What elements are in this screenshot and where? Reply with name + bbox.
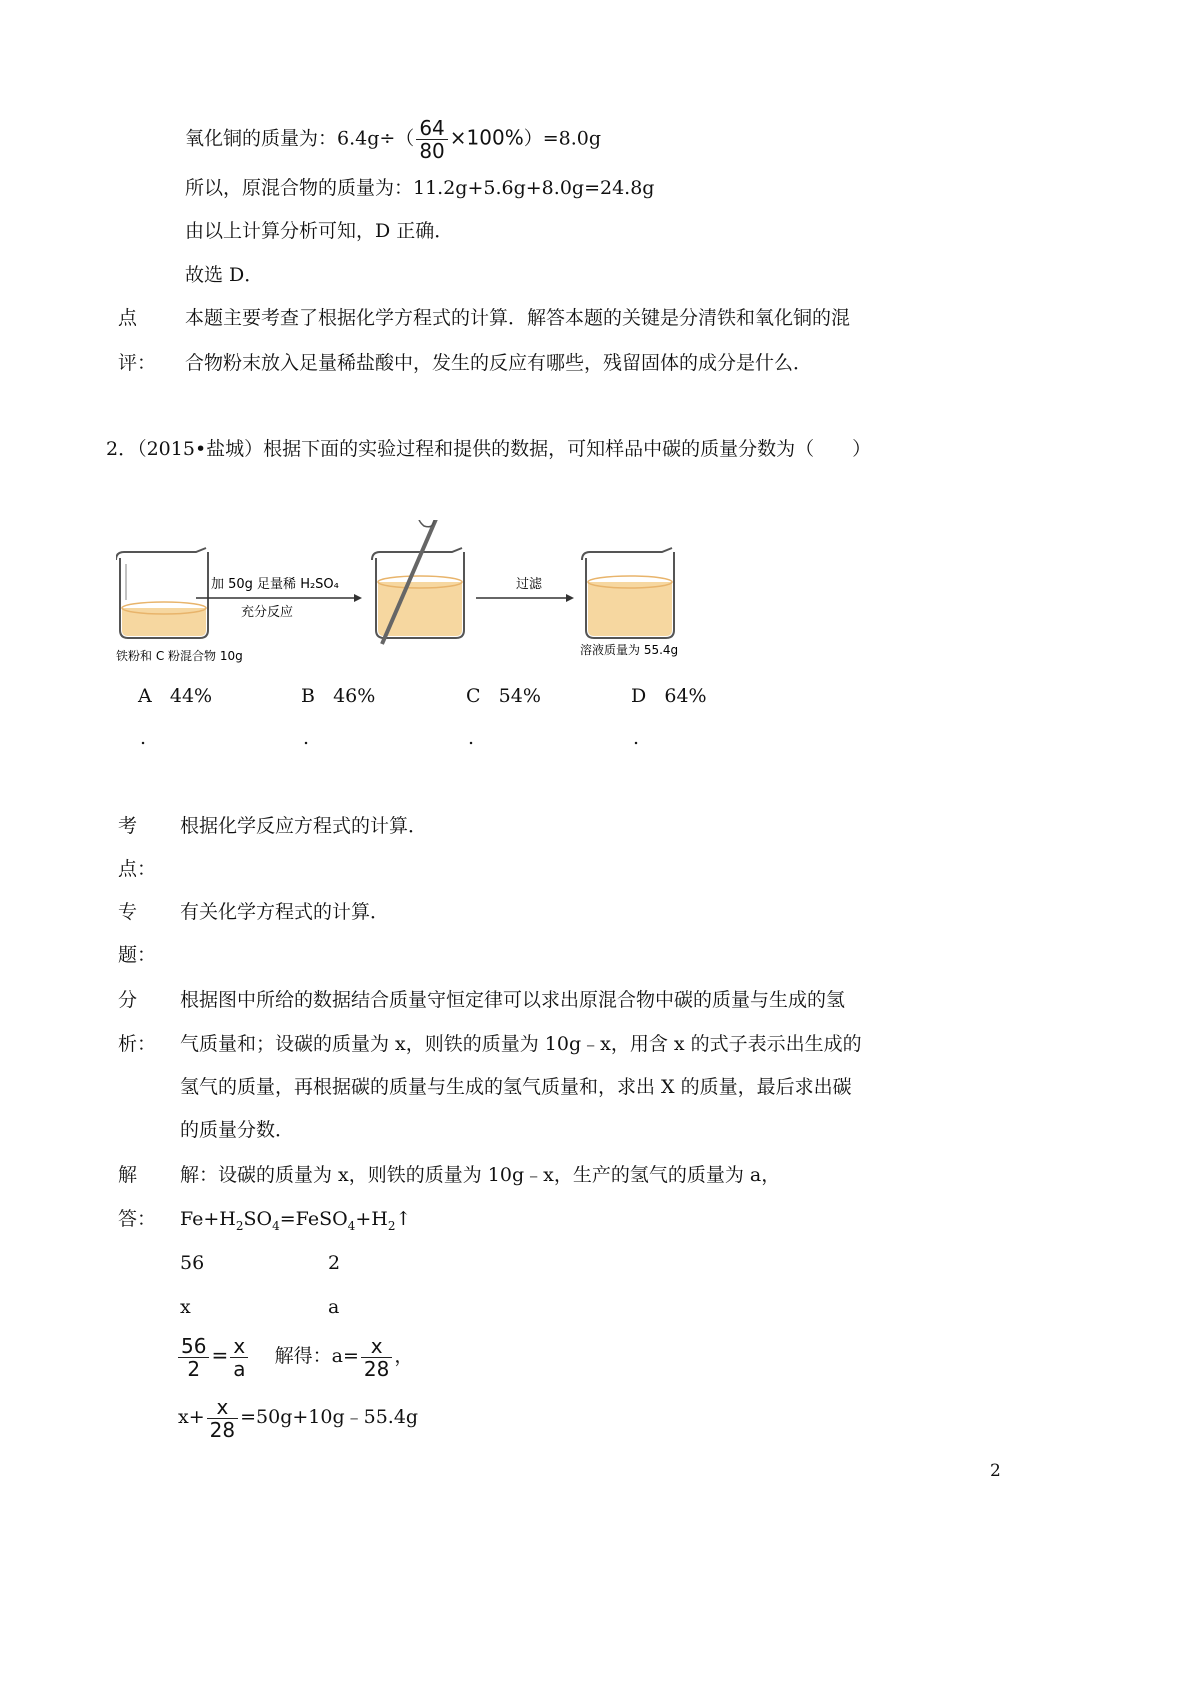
molar-mass-fe: 56 xyxy=(180,1252,205,1274)
cuo-suffix: ）=8.0g xyxy=(523,127,602,150)
fenxi-text-3: 氢气的质量，再根据碳的质量与生成的氢气质量和，求出 X 的质量，最后求出碳 xyxy=(180,1076,852,1098)
page-number: 2 xyxy=(990,1461,1001,1481)
fraction-denominator: 28 xyxy=(209,1417,236,1442)
arrow-1 xyxy=(196,576,362,620)
option-a-value: 44% xyxy=(169,685,213,707)
gas-arrow: ↑ xyxy=(395,1208,412,1230)
fraction-denominator: a xyxy=(233,1356,246,1381)
jieda-label-2: 答： xyxy=(118,1208,157,1230)
option-a-letter: A xyxy=(138,685,152,707)
beaker-2 xyxy=(372,520,464,644)
comment-text-1: 本题主要考查了根据化学方程式的计算．解答本题的关键是分清铁和氧化铜的混 xyxy=(185,307,851,329)
option-c-dot: . xyxy=(468,727,475,749)
comma: ， xyxy=(394,1345,414,1367)
eq-part: +H xyxy=(355,1208,388,1230)
stir-arrow xyxy=(418,520,434,527)
jieda-text-1: 解：设碳的质量为 x，则铁的质量为 10g﹣x，生产的氢气的质量为 a， xyxy=(180,1164,781,1186)
eq-prefix: x+ xyxy=(178,1406,205,1428)
zhuanti-text: 有关化学方程式的计算． xyxy=(180,901,390,923)
solve-label: 解得：a= xyxy=(274,1345,359,1367)
beaker-3-caption: 溶液质量为 55.4g xyxy=(580,643,679,657)
option-c-letter: C xyxy=(466,685,481,707)
option-c xyxy=(466,683,541,709)
beaker-1-caption: 铁粉和 C 粉混合物 10g xyxy=(116,649,243,663)
beaker-3 xyxy=(582,548,674,638)
cuo-mass-line xyxy=(185,117,601,162)
fraction-numerator: x xyxy=(361,1335,392,1358)
option-a-dot: . xyxy=(140,727,147,749)
fraction-denominator: 28 xyxy=(363,1356,390,1381)
comment-label-1: 点 xyxy=(118,307,138,329)
eq-part: SO xyxy=(243,1208,273,1230)
fraction-x-28-b xyxy=(207,1396,238,1441)
comment-label-2: 评： xyxy=(118,352,157,374)
eq-subscript: 2 xyxy=(387,1218,396,1233)
option-a xyxy=(138,683,212,709)
option-d-value: 64% xyxy=(664,685,707,707)
kaodian-text: 根据化学反应方程式的计算． xyxy=(180,815,428,837)
final-equation-line xyxy=(178,1392,418,1442)
arrow-2-top-label: 过滤 xyxy=(516,577,543,592)
cuo-times: ×100% xyxy=(449,125,524,150)
fenxi-text-2: 气质量和；设碳的质量为 x，则铁的质量为 10g﹣x，用含 x 的式子表示出生成的 xyxy=(180,1033,862,1055)
comment-text-2: 合物粉末放入足量稀盐酸中，发生的反应有哪些，残留固体的成分是什么． xyxy=(185,352,813,374)
beaker-1 xyxy=(116,548,208,638)
chemical-equation xyxy=(180,1206,411,1232)
fraction-denominator: 80 xyxy=(419,139,445,163)
eq-suffix: =50g+10g﹣55.4g xyxy=(240,1406,419,1428)
option-d-letter: D xyxy=(631,685,647,707)
cuo-prefix: 氧化铜的质量为：6.4g÷（ xyxy=(185,127,415,150)
eq-subscript: 4 xyxy=(272,1218,280,1233)
var-a: a xyxy=(328,1296,340,1318)
eq-part: =FeSO xyxy=(279,1208,348,1230)
fraction-numerator: 64 xyxy=(416,117,447,140)
fenxi-label-1: 分 xyxy=(118,989,138,1011)
arrow-1-top-label: 加 50g 足量稀 H₂SO₄ xyxy=(211,577,339,592)
eq-subscript: 4 xyxy=(347,1218,356,1233)
proportion-line xyxy=(176,1330,413,1381)
option-d xyxy=(631,683,707,709)
analysis-result-line: 由以上计算分析可知，D 正确． xyxy=(185,220,454,242)
kaodian-label-1: 考 xyxy=(118,815,138,837)
fraction-numerator: x xyxy=(207,1396,238,1419)
arrow-2 xyxy=(476,576,574,602)
zhuanti-label-1: 专 xyxy=(118,901,138,923)
question-2-stem: 2．（2015•盐城）根据下面的实验过程和提供的数据，可知样品中碳的质量分数为（ ） xyxy=(106,438,872,460)
fenxi-text-4: 的质量分数． xyxy=(180,1119,295,1141)
fenxi-label-2: 析： xyxy=(118,1033,157,1055)
jieda-label-1: 解 xyxy=(118,1164,138,1186)
option-b-value: 46% xyxy=(333,685,376,707)
option-c-value: 54% xyxy=(498,685,541,707)
equals-sign: = xyxy=(211,1343,229,1367)
fraction-x-a xyxy=(230,1335,248,1380)
option-b-dot: . xyxy=(303,727,310,749)
total-mass-line: 所以，原混合物的质量为：11.2g+5.6g+8.0g=24.8g xyxy=(185,177,655,199)
var-x: x xyxy=(180,1296,191,1318)
fraction-56-2 xyxy=(178,1335,209,1380)
fraction-numerator: x xyxy=(230,1335,248,1358)
eq-subscript: 2 xyxy=(235,1218,244,1233)
molar-mass-h2: 2 xyxy=(328,1252,341,1274)
fraction-denominator: 2 xyxy=(187,1356,201,1381)
cuo-fraction xyxy=(416,117,447,162)
eq-part: Fe+H xyxy=(180,1208,236,1230)
option-b xyxy=(301,683,375,709)
fraction-x-28 xyxy=(361,1335,392,1380)
kaodian-label-2: 点： xyxy=(118,858,157,880)
zhuanti-label-2: 题： xyxy=(118,944,157,966)
fenxi-text-1: 根据图中所给的数据结合质量守恒定律可以求出原混合物中碳的质量与生成的氢 xyxy=(180,989,846,1011)
arrow-1-bottom-label: 充分反应 xyxy=(241,605,294,620)
option-d-dot: . xyxy=(633,727,640,749)
choice-line: 故选 D． xyxy=(185,264,264,286)
option-b-letter: B xyxy=(301,685,315,707)
fraction-numerator: 56 xyxy=(178,1335,209,1358)
